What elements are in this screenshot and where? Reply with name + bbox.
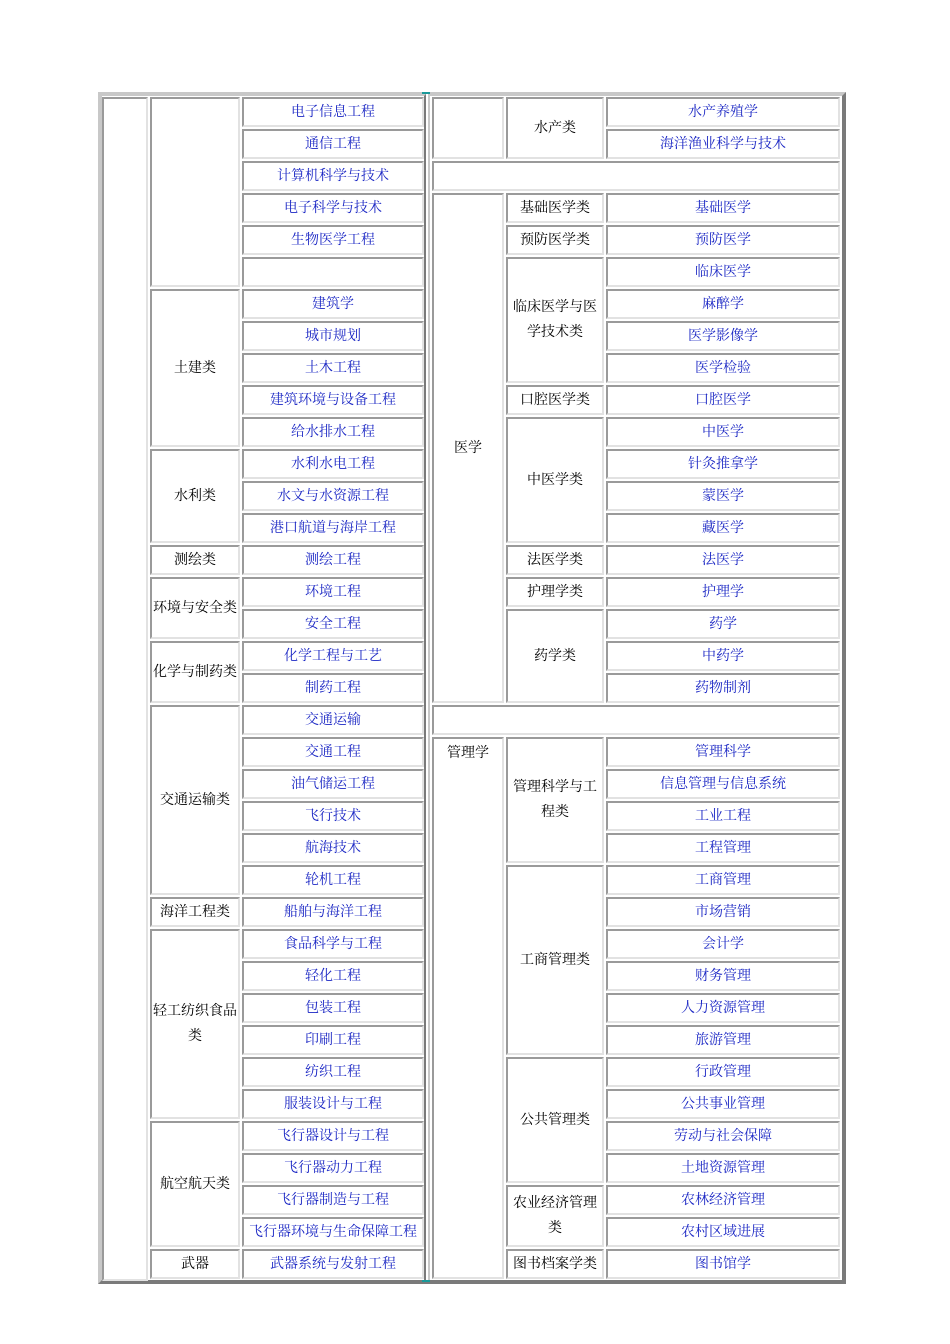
category-cell — [506, 865, 604, 1055]
major-cell — [242, 641, 424, 671]
major-cell — [606, 801, 840, 831]
category-cell — [506, 545, 604, 575]
category-cell — [506, 257, 604, 383]
major-cell — [242, 129, 424, 159]
major-cell — [242, 289, 424, 319]
category-cell — [506, 417, 604, 543]
major-link[interactable]: 交通工程 — [305, 743, 361, 760]
major-cell — [242, 961, 424, 991]
category-cell — [506, 225, 604, 255]
major-link[interactable]: 针灸推拿学 — [688, 455, 758, 472]
discipline-cell — [432, 97, 504, 159]
spacer-row — [432, 161, 840, 191]
major-link[interactable]: 工商管理 — [695, 871, 751, 888]
major-link[interactable]: 中医学 — [702, 423, 744, 440]
major-link[interactable]: 临床医学 — [695, 263, 751, 280]
major-cell — [242, 929, 424, 959]
major-link[interactable]: 城市规划 — [305, 327, 361, 344]
category-label: 图书档案学类 — [513, 1255, 597, 1272]
major-link[interactable]: 飞行技术 — [305, 807, 361, 824]
major-link[interactable]: 水文与水资源工程 — [277, 487, 389, 504]
major-cell — [606, 1249, 840, 1279]
major-cell — [242, 673, 424, 703]
major-cell — [242, 545, 424, 575]
major-link[interactable]: 生物医学工程 — [291, 231, 375, 248]
major-link[interactable]: 印刷工程 — [305, 1031, 361, 1048]
major-link[interactable]: 土木工程 — [305, 359, 361, 376]
major-cell — [242, 705, 424, 735]
category-cell — [150, 641, 240, 703]
major-link[interactable]: 海洋渔业科学与技术 — [660, 135, 786, 152]
major-cell — [606, 321, 840, 351]
category-label: 护理学类 — [527, 583, 583, 600]
major-link[interactable]: 旅游管理 — [695, 1031, 751, 1048]
major-cell — [606, 385, 840, 415]
major-cell — [242, 865, 424, 895]
divider-marker-top — [422, 92, 430, 94]
discipline-label: 医学 — [454, 439, 482, 456]
major-link[interactable]: 食品科学与工程 — [284, 935, 382, 952]
major-cell — [242, 321, 424, 351]
major-link[interactable]: 图书馆学 — [695, 1255, 751, 1272]
major-cell — [606, 609, 840, 639]
major-cell — [242, 801, 424, 831]
category-cell — [506, 97, 604, 159]
discipline-cell — [432, 193, 504, 703]
major-cell — [606, 961, 840, 991]
major-link[interactable]: 药物制剂 — [695, 679, 751, 696]
major-cell — [242, 385, 424, 415]
category-label: 公共管理类 — [520, 1111, 590, 1128]
category-label: 农业经济管理类 — [513, 1195, 597, 1236]
major-cell — [606, 1025, 840, 1055]
major-link[interactable]: 轮机工程 — [305, 871, 361, 888]
major-cell — [606, 545, 840, 575]
major-link[interactable]: 管理科学 — [695, 743, 751, 760]
major-cell — [242, 897, 424, 927]
category-label: 基础医学类 — [520, 199, 590, 216]
category-cell — [506, 609, 604, 703]
category-label: 水产类 — [534, 119, 576, 136]
major-cell — [242, 1217, 424, 1247]
major-cell — [242, 1153, 424, 1183]
major-link[interactable]: 水利水电工程 — [291, 455, 375, 472]
category-cell — [150, 449, 240, 543]
category-cell — [150, 1121, 240, 1247]
major-cell — [606, 737, 840, 767]
major-link[interactable]: 农林经济管理 — [681, 1191, 765, 1208]
major-link[interactable]: 财务管理 — [695, 967, 751, 984]
cell-label: 测绘类 — [174, 551, 216, 568]
major-link[interactable]: 化学工程与工艺 — [284, 647, 382, 664]
major-link[interactable]: 医学影像学 — [688, 327, 758, 344]
cell-label: 武器 — [181, 1255, 209, 1272]
major-cell — [242, 577, 424, 607]
major-cell — [242, 417, 424, 447]
major-cell — [242, 449, 424, 479]
major-link[interactable]: 建筑学 — [312, 295, 354, 312]
major-cell — [242, 161, 424, 191]
category-cell — [506, 1185, 604, 1247]
major-cell — [606, 641, 840, 671]
major-cell — [242, 257, 424, 287]
category-cell — [506, 1249, 604, 1279]
major-cell — [606, 1089, 840, 1119]
category-cell — [150, 929, 240, 1119]
major-link[interactable]: 水产养殖学 — [688, 103, 758, 120]
discipline-label: 管理学 — [447, 745, 489, 761]
category-label: 预防医学类 — [520, 231, 590, 248]
category-label: 管理科学与工程类 — [513, 779, 597, 820]
category-cell — [150, 1249, 240, 1279]
cell-label: 轻工纺织食品类 — [153, 1003, 237, 1044]
spacer-row — [432, 705, 840, 735]
major-link[interactable]: 交通运输 — [305, 711, 361, 728]
major-link[interactable]: 农村区域进展 — [681, 1223, 765, 1240]
major-link[interactable]: 环境工程 — [305, 583, 361, 600]
major-cell — [606, 1057, 840, 1087]
major-link[interactable]: 中药学 — [702, 647, 744, 664]
major-cell — [606, 225, 840, 255]
major-link[interactable]: 法医学 — [702, 551, 744, 568]
category-cell — [506, 385, 604, 415]
category-cell — [506, 737, 604, 863]
major-link[interactable]: 给水排水工程 — [291, 423, 375, 440]
major-cell — [242, 97, 424, 127]
category-cell — [506, 1057, 604, 1183]
category-cell — [506, 577, 604, 607]
major-link[interactable]: 电子科学与技术 — [284, 199, 382, 216]
cell-label: 海洋工程类 — [160, 903, 230, 920]
major-cell — [606, 833, 840, 863]
major-link[interactable]: 土地资源管理 — [681, 1159, 765, 1176]
major-link[interactable]: 轻化工程 — [305, 967, 361, 984]
major-link[interactable]: 武器系统与发射工程 — [270, 1255, 396, 1272]
major-link[interactable]: 信息管理与信息系统 — [660, 775, 786, 792]
major-link[interactable]: 预防医学 — [695, 231, 751, 248]
major-cell — [242, 833, 424, 863]
major-link[interactable]: 飞行器设计与工程 — [277, 1127, 389, 1144]
category-label: 口腔医学类 — [520, 391, 590, 408]
major-link[interactable]: 纺织工程 — [305, 1063, 361, 1080]
cell-label: 交通运输类 — [160, 791, 230, 808]
major-cell — [606, 1121, 840, 1151]
category-cell — [150, 705, 240, 895]
major-cell — [606, 1185, 840, 1215]
category-cell — [150, 897, 240, 927]
major-link[interactable]: 油气储运工程 — [291, 775, 375, 792]
major-cell — [606, 993, 840, 1023]
major-link[interactable]: 药学 — [709, 615, 737, 632]
major-link[interactable]: 制药工程 — [305, 679, 361, 696]
major-cell — [242, 513, 424, 543]
major-link[interactable]: 建筑环境与设备工程 — [270, 391, 396, 408]
category-cell — [150, 545, 240, 575]
cell-label: 水利类 — [174, 487, 216, 504]
cell-label: 航空航天类 — [160, 1175, 230, 1192]
major-link[interactable]: 麻醉学 — [702, 295, 744, 312]
major-link[interactable]: 人力资源管理 — [681, 999, 765, 1016]
major-cell — [606, 865, 840, 895]
category-cell — [506, 193, 604, 223]
major-link[interactable]: 市场营销 — [695, 903, 751, 920]
major-cell — [242, 225, 424, 255]
major-cell — [242, 1249, 424, 1279]
major-link[interactable]: 工程管理 — [695, 839, 751, 856]
major-link[interactable]: 包装工程 — [305, 999, 361, 1016]
major-cell — [606, 481, 840, 511]
cell-label: 土建类 — [174, 359, 216, 376]
major-link[interactable]: 飞行器环境与生命保障工程 — [249, 1223, 417, 1240]
major-link[interactable]: 护理学 — [702, 583, 744, 600]
major-cell — [606, 97, 840, 127]
major-cell — [606, 129, 840, 159]
major-link[interactable]: 公共事业管理 — [681, 1095, 765, 1112]
major-cell — [606, 929, 840, 959]
major-link[interactable]: 船舶与海洋工程 — [284, 903, 382, 920]
category-label: 药学类 — [534, 647, 576, 664]
left-discipline-column — [102, 97, 148, 1281]
major-cell — [606, 353, 840, 383]
divider-marker-bottom — [422, 1280, 430, 1282]
major-link[interactable]: 口腔医学 — [695, 391, 751, 408]
major-cell — [242, 1185, 424, 1215]
category-label: 工商管理类 — [520, 951, 590, 968]
major-link[interactable]: 工业工程 — [695, 807, 751, 824]
major-cell — [242, 1025, 424, 1055]
major-cell — [606, 257, 840, 287]
major-link[interactable]: 电子信息工程 — [291, 103, 375, 120]
major-link[interactable]: 劳动与社会保障 — [674, 1127, 772, 1144]
major-link[interactable]: 医学检验 — [695, 359, 751, 376]
major-cell — [606, 449, 840, 479]
major-link[interactable]: 飞行器动力工程 — [284, 1159, 382, 1176]
major-link[interactable]: 行政管理 — [695, 1063, 751, 1080]
discipline-cell — [432, 737, 504, 1279]
major-cell — [606, 897, 840, 927]
major-cell — [242, 769, 424, 799]
major-cell — [242, 353, 424, 383]
category-cell — [150, 97, 240, 287]
major-link[interactable]: 飞行器制造与工程 — [277, 1191, 389, 1208]
cell-label: 化学与制药类 — [153, 663, 237, 680]
major-cell — [242, 609, 424, 639]
major-link[interactable]: 计算机科学与技术 — [277, 167, 389, 184]
major-cell — [606, 417, 840, 447]
major-cell — [242, 1057, 424, 1087]
major-link[interactable]: 航海技术 — [305, 839, 361, 856]
cell-label: 环境与安全类 — [153, 599, 237, 616]
category-cell — [150, 577, 240, 639]
major-cell — [606, 769, 840, 799]
category-label: 临床医学与医学技术类 — [513, 299, 597, 340]
major-cell — [242, 481, 424, 511]
major-cell — [606, 1217, 840, 1247]
category-cell — [150, 289, 240, 447]
major-link[interactable]: 通信工程 — [305, 135, 361, 152]
major-cell — [242, 193, 424, 223]
major-link[interactable]: 港口航道与海岸工程 — [270, 519, 396, 536]
major-cell — [242, 1121, 424, 1151]
category-label: 中医学类 — [527, 471, 583, 488]
major-cell — [606, 289, 840, 319]
major-link[interactable]: 基础医学 — [695, 199, 751, 216]
major-link[interactable]: 蒙医学 — [702, 487, 744, 504]
major-link[interactable]: 服装设计与工程 — [284, 1095, 382, 1112]
major-cell — [606, 577, 840, 607]
major-cell — [242, 737, 424, 767]
major-cell — [606, 513, 840, 543]
category-label: 法医学类 — [527, 551, 583, 568]
major-link[interactable]: 安全工程 — [305, 615, 361, 632]
major-cell — [242, 993, 424, 1023]
major-cell — [606, 193, 840, 223]
major-link[interactable]: 测绘工程 — [305, 551, 361, 568]
major-link[interactable]: 藏医学 — [702, 519, 744, 536]
major-cell — [242, 1089, 424, 1119]
major-cell — [606, 673, 840, 703]
major-cell — [606, 1153, 840, 1183]
major-link[interactable]: 会计学 — [702, 935, 744, 952]
